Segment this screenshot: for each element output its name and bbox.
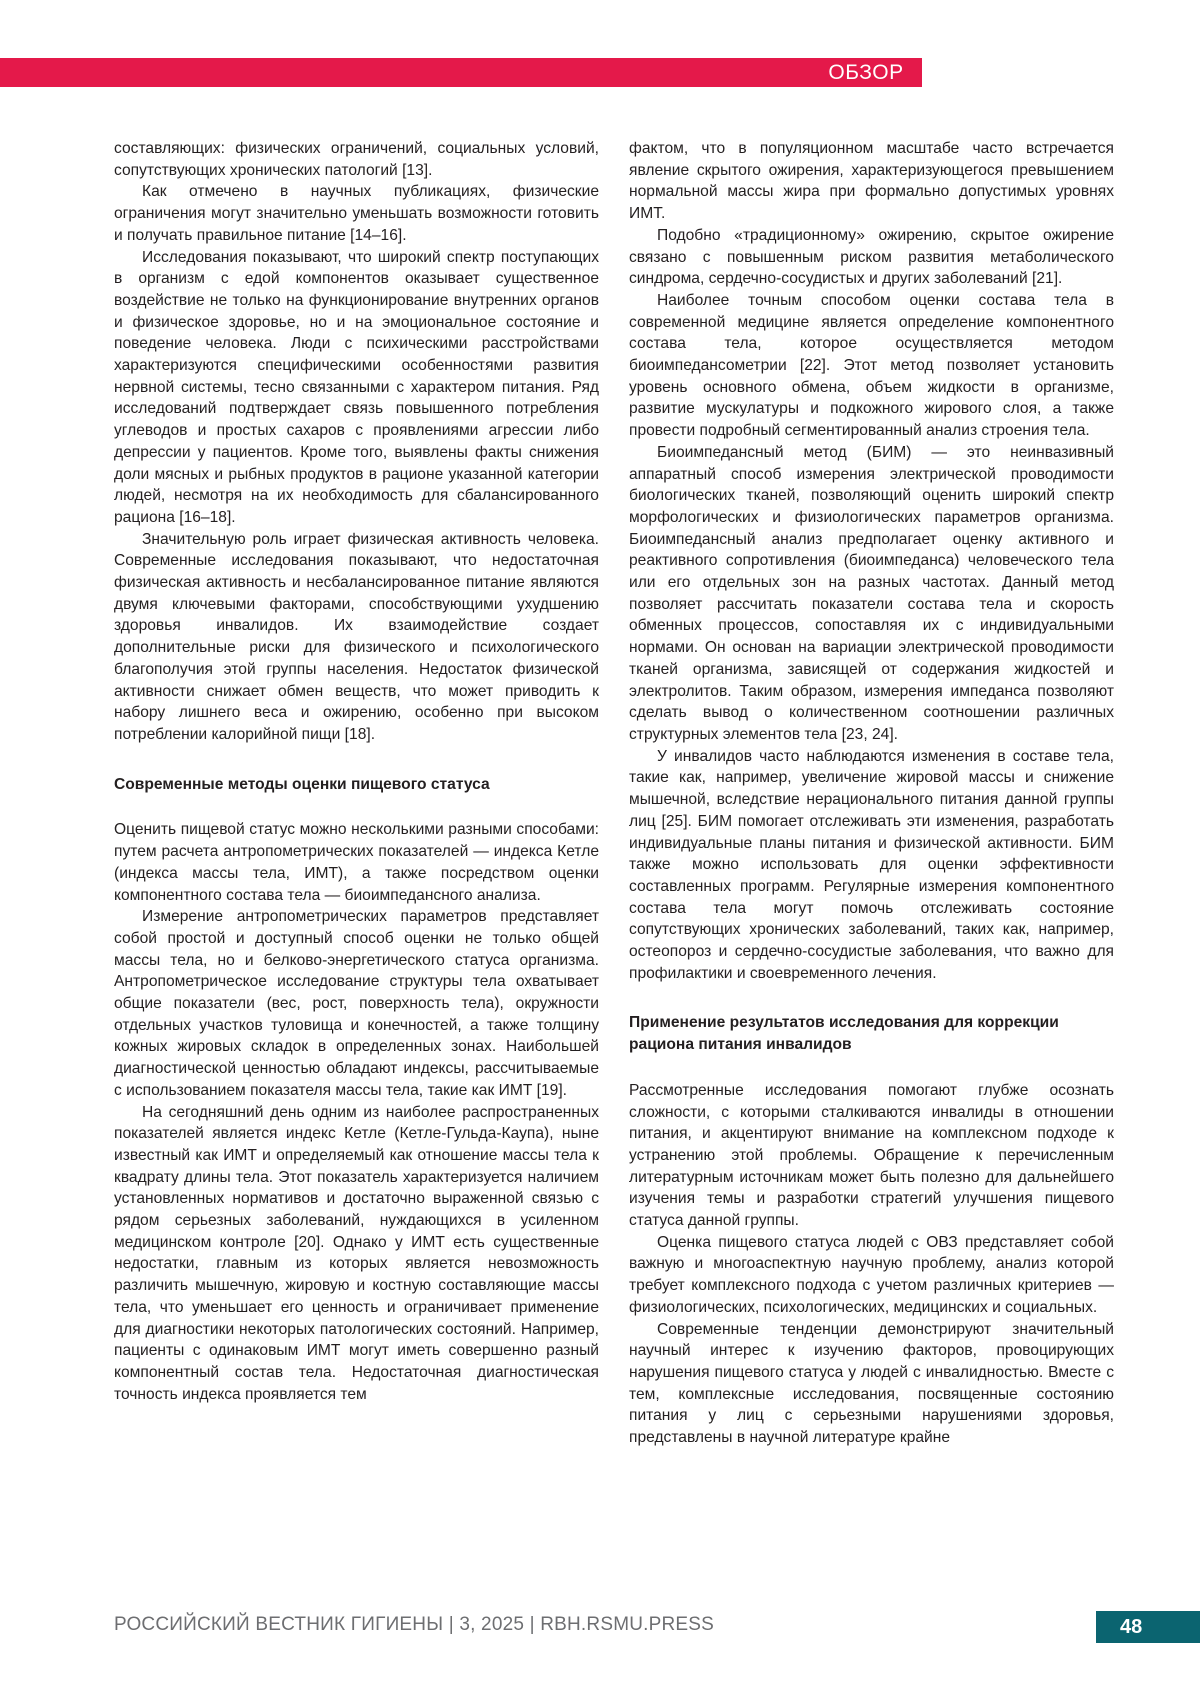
paragraph: На сегодняшний день одним из наиболее распространенных показателей является индекс Кетле (Кетле-Гульда-Каупа), ныне известный как ИМТ и определяемый как отношение массы тела к квадрату длины тела. Этот показатель характеризуется наличием установленных нормативов и достаточно выраженной связью с рядом серьезных заболеваний, нуждающихся в усиленном медицинском контроле [20]. Однако у ИМТ есть существенные недостатки, главным из которых является невозможность различить мышечную, жировую и костную составляющие массы тела, что уменьшает его ценность и ограничивает применение для диагностики некоторых патологических состояний. Например, пациенты с одинаковым ИМТ могут иметь совершенно разный компонентный состав тела. Недостаточная диагностическая точность индекса проявляется тем <box>114 1103 599 1403</box>
paragraph: Наиболее точным способом оценки состава тела в современной медицине является определение компонентного состава тела, которое осуществляется методом биоимпедансометрии [22]. Этот метод позволяет установить уровень основного обмена, объем жидкости в организме, развитие мускулатуры и подкожного жирового слоя, а также провести подробный сегментированный анализ строения тела. <box>629 291 1114 440</box>
section-label: ОБЗОР <box>828 61 904 84</box>
paragraph: составляющих: физических ограничений, социальных условий, сопутствующих хронических патологий [13]. <box>114 140 599 179</box>
paragraph: Подобно «традиционному» ожирению, скрытое ожирение связано с повышенным риском развития метаболического синдрома, сердечно-сосудистых и других заболеваний [21]. <box>629 226 1114 288</box>
paragraph: Исследования показывают, что широкий спектр поступающих в организм с едой компонентов оказывает существенное воздействие не только на функционирование внутренних органов и физическое здоровье, но и на эмоциональное состояние и поведение человека. Люди с психическими расстройствами характеризуются специфическими особенностями развития нервной системы, тесно связанными с характером питания. Ряд исследований подтверждает связь повышенного потребления углеводов и простых сахаров с проявлениями агрессии либо депрессии у пациентов. Кроме того, выявлены факты снижения доли мясных и рыбных продуктов в рационе указанной категории людей, несмотря на их необходимость для сбалансированного рациона [16–18]. <box>114 248 599 526</box>
section-heading: Применение результатов исследования для коррекции рациона питания инвалидов <box>629 1014 1059 1054</box>
paragraph: Измерение антропометрических параметров представляет собой простой и доступный способ оценки не только общей массы тела, но и белково-энергетического статуса организма. Антропометрическое исследование структуры тела охватывает общие показатели (вес, рост, поверхность тела), окружности отдельных участков туловища и конечностей, а также толщину кожных жировых складок в определенных зонах. Наибольшей диагностической ценностью обладают индексы, рассчитываемые с использованием показателя массы тела, такие как ИМТ [19]. <box>114 908 599 1099</box>
paragraph: Рассмотренные исследования помогают глубже осознать сложности, с которыми сталкиваются инвалиды в отношении питания, и акцентируют внимание на комплексном подходе к устранению этой проблемы. Обращение к перечисленным литературным источникам может быть полезно для дальнейшего изучения темы и разработки стратегий улучшения пищевого статуса данной группы. <box>629 1081 1114 1230</box>
section-heading: Современные методы оценки пищевого статуса <box>114 775 490 793</box>
journal-footer: РОССИЙСКИЙ ВЕСТНИК ГИГИЕНЫ | 3, 2025 | RBH.RSMU.PRESS <box>114 1614 715 1635</box>
paragraph: У инвалидов часто наблюдаются изменения в составе тела, такие как, например, увеличение жировой массы и снижение мышечной, вследствие нерационального питания данной группы лиц [25]. БИМ помогает отслеживать эти изменения, разработать индивидуальные планы питания и физической активности. БИМ также можно использовать для оценки эффективности составленных программ. Регулярные измерения компонентного состава тела могут помочь отслеживать состояние сопутствующих хронических заболеваний, таких как, например, остеопороз и сердечно-сосудистые заболевания, что важно для профилактики и своевременного лечения. <box>629 747 1114 982</box>
paragraph: Биоимпедансный метод (БИМ) — это неинвазивный аппаратный способ измерения электрической проводимости биологических тканей, позволяющий оценить широкий спектр морфологических и физиологических параметров организма. Биоимпедансный анализ предполагает оценку активного и реактивного сопротивления (биоимпеданса) человеческого тела или его отдельных зон на разных частотах. Данный метод позволяет рассчитать показатели состава тела и скорость обменных процессов, сопоставляя их с индивидуальными нормами. Он основан на вариации электрической проводимости тканей организма, зависящей от содержания жидкостей и электролитов. Таким образом, измерения импеданса позволяют сделать вывод о количественном соотношении различных структурных элементов тела [23, 24]. <box>629 443 1114 743</box>
paragraph: Оценить пищевой статус можно несколькими разными способами: путем расчета антропометрических показателей — индекса Кетле (индекса массы тела, ИМТ), а также посредством оценки компонентного состава тела — биоимпедансного анализа. <box>114 821 599 904</box>
header-accent-bar <box>0 58 922 87</box>
right-column <box>629 138 1114 1449</box>
page-number: 48 <box>1096 1611 1200 1643</box>
left-column <box>114 138 599 1405</box>
paragraph: Как отмечено в научных публикациях, физические ограничения могут значительно уменьшать возможности готовить и получать правильное питание [14–16]. <box>114 183 599 244</box>
paragraph: фактом, что в популяционном масштабе часто встречается явление скрытого ожирения, характеризующегося превышением нормальной массы жира при формально допустимых уровнях ИМТ. <box>629 140 1114 223</box>
paragraph: Значительную роль играет физическая активность человека. Современные исследования показывают, что недостаточная физическая активность и несбалансированное питание являются двумя ключевыми факторами, способствующими ухудшению здоровья инвалидов. Их взаимодействие создает дополнительные риски для физического и психологического благополучия этой группы населения. Недостаток физической активности снижает обмен веществ, что может приводить к набору лишнего веса и ожирению, особенно при высоком потреблении калорийной пищи [18]. <box>114 530 599 743</box>
paragraph: Современные тенденции демонстрируют значительный научный интерес к изучению факторов, провоцирующих нарушения пищевого статуса у людей с инвалидностью. Вместе с тем, комплексные исследования, посвященные состоянию питания у лиц с серьезными нарушениями здоровья, представлены в научной литературе крайне <box>629 1320 1114 1447</box>
paragraph: Оценка пищевого статуса людей с ОВЗ представляет собой важную и многоаспектную научную проблему, анализ которой требует комплексного подхода с учетом различных критериев — физиологических, психологических, медицинских и социальных. <box>629 1233 1114 1316</box>
